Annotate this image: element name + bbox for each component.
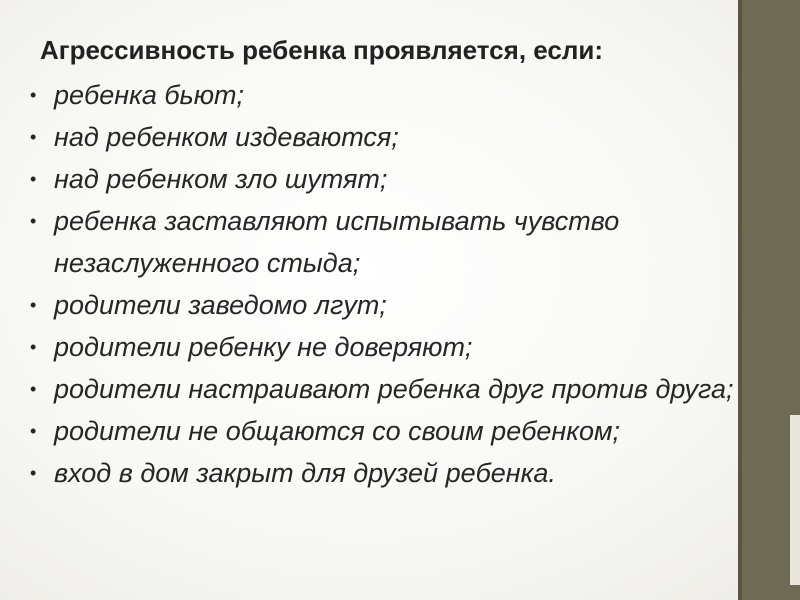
list-item-text: родители заведомо лгут; bbox=[54, 290, 387, 320]
list-item-text: родители не общаются со своим ребенком; bbox=[54, 416, 621, 446]
list-item bbox=[30, 284, 735, 326]
bullet-icon: • bbox=[30, 421, 37, 441]
list-item-text: ребенка заставляют испытывать чувство незаслуженного стыда; bbox=[54, 206, 620, 278]
list-item bbox=[30, 74, 735, 116]
list-item bbox=[30, 200, 735, 284]
list-item bbox=[30, 116, 735, 158]
bullet-icon: • bbox=[30, 337, 37, 357]
list-item-text: ребенка бьют; bbox=[54, 80, 245, 110]
list-item bbox=[30, 452, 735, 494]
slide-title: Агрессивность ребенка проявляется, если: bbox=[40, 35, 603, 65]
bullet-icon: • bbox=[30, 169, 37, 189]
list-item-text: над ребенком зло шутят; bbox=[54, 164, 388, 194]
bullet-list bbox=[30, 74, 735, 494]
list-item-text: над ребенком издеваются; bbox=[54, 122, 399, 152]
list-item bbox=[30, 410, 735, 452]
list-item bbox=[30, 158, 735, 200]
bullet-icon: • bbox=[30, 295, 37, 315]
list-item-text: родители настраивают ребенка друг против друга; bbox=[54, 374, 734, 404]
list-item bbox=[30, 326, 735, 368]
list-item-text: родители ребенку не доверяют; bbox=[54, 332, 473, 362]
list-item-text: вход в дом закрыт для друзей ребенка. bbox=[54, 458, 556, 488]
bullet-icon: • bbox=[30, 211, 37, 231]
bullet-icon: • bbox=[30, 463, 37, 483]
bullet-icon: • bbox=[30, 127, 37, 147]
bullet-icon: • bbox=[30, 379, 37, 399]
decorative-side-accent bbox=[790, 415, 800, 585]
bullet-icon: • bbox=[30, 85, 37, 105]
list-item bbox=[30, 368, 735, 410]
